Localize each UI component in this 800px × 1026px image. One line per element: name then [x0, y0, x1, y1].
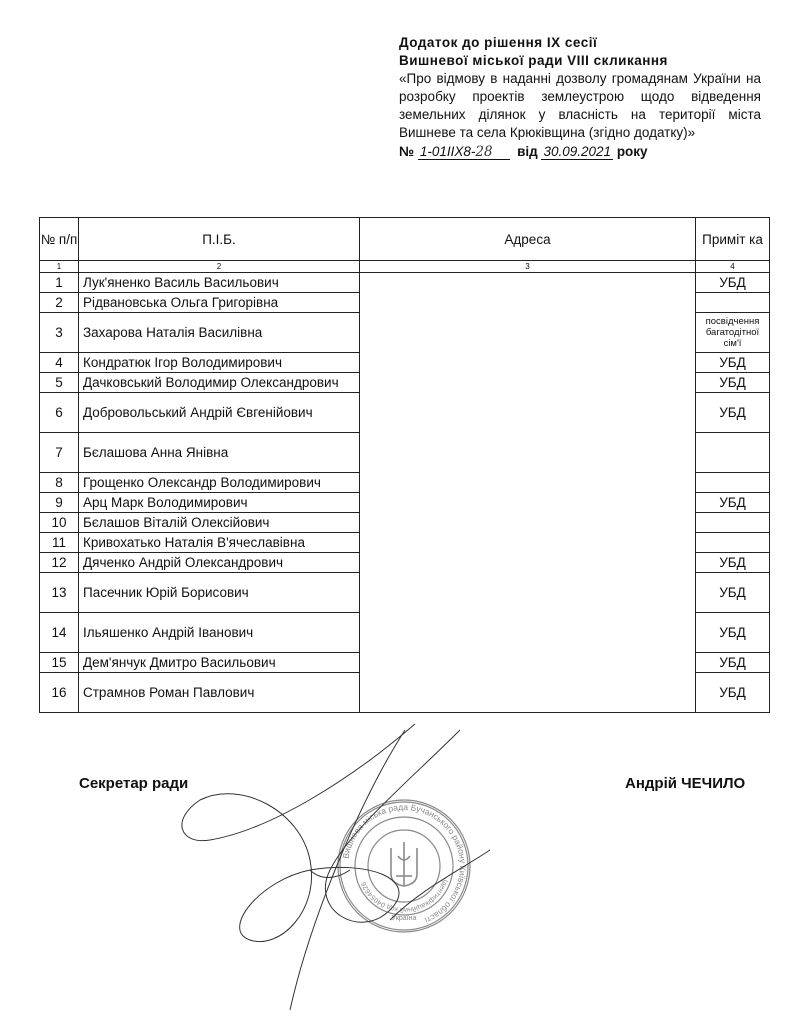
header-line-2: Вишневої міської ради VIII скликання — [399, 53, 668, 68]
row-note: УБД — [696, 373, 770, 393]
table-row — [40, 313, 770, 353]
row-name: Дачковський Володимир Олександрович — [79, 373, 360, 393]
row-note: посвідчення багатодітної сім'ї — [696, 313, 770, 353]
decision-number-printed: 1-01IIX8- — [419, 144, 476, 159]
secretary-role: Секретар ради — [79, 775, 189, 792]
row-note — [696, 513, 770, 533]
row-note: УБД — [696, 353, 770, 373]
row-address — [360, 273, 696, 293]
col-number-2: 2 — [79, 261, 360, 273]
table-row — [40, 613, 770, 653]
table-row — [40, 293, 770, 313]
citizens-table — [39, 217, 770, 713]
row-number: 11 — [40, 533, 79, 553]
row-note: УБД — [696, 553, 770, 573]
table-header-row — [40, 218, 770, 261]
row-number: 5 — [40, 373, 79, 393]
row-name: Грощенко Олександр Володимирович — [79, 473, 360, 493]
row-name: Рідвановська Ольга Григорівна — [79, 293, 360, 313]
date-suffix: року — [616, 144, 648, 159]
row-note — [696, 533, 770, 553]
col-number-4: 4 — [696, 261, 770, 273]
number-prefix: № — [399, 144, 415, 159]
row-number: 4 — [40, 353, 79, 373]
row-number: 6 — [40, 393, 79, 433]
row-note: УБД — [696, 573, 770, 613]
row-number: 8 — [40, 473, 79, 493]
row-address — [360, 613, 696, 653]
column-numbers-row — [40, 261, 770, 273]
row-address — [360, 433, 696, 473]
handwritten-signature — [160, 720, 520, 1020]
row-note: УБД — [696, 273, 770, 293]
row-number: 9 — [40, 493, 79, 513]
header-note: Приміт ка — [696, 218, 770, 261]
row-name: Пасечник Юрій Борисович — [79, 573, 360, 613]
row-note — [696, 293, 770, 313]
row-name: Добровольський Андрій Євгенійович — [79, 393, 360, 433]
row-number: 15 — [40, 653, 79, 673]
row-name: Дем'янчук Дмитро Васильович — [79, 653, 360, 673]
row-number: 1 — [40, 273, 79, 293]
row-name: Дяченко Андрій Олександрович — [79, 553, 360, 573]
row-name: Бєлашова Анна Янівна — [79, 433, 360, 473]
row-name: Страмнов Роман Павлович — [79, 673, 360, 713]
row-address — [360, 373, 696, 393]
row-note — [696, 433, 770, 473]
decision-number — [418, 144, 510, 160]
row-number: 14 — [40, 613, 79, 653]
row-name: Ільяшенко Андрій Іванович — [79, 613, 360, 653]
header-name: П.І.Б. — [79, 218, 360, 261]
row-address — [360, 573, 696, 613]
row-number: 7 — [40, 433, 79, 473]
row-note: УБД — [696, 393, 770, 433]
table-row — [40, 373, 770, 393]
date-prefix: від — [517, 144, 538, 159]
row-address — [360, 353, 696, 373]
header-address: Адреса — [360, 218, 696, 261]
row-name: Кондратюк Ігор Володимирович — [79, 353, 360, 373]
row-number: 2 — [40, 293, 79, 313]
row-name: Кривохатько Наталія В'ячеславівна — [79, 533, 360, 553]
stamp-country: Україна — [391, 915, 417, 922]
row-note: УБД — [696, 613, 770, 653]
table-row — [40, 433, 770, 473]
secretary-name: Андрій ЧЕЧИЛО — [625, 775, 746, 792]
row-address — [360, 313, 696, 353]
row-address — [360, 493, 696, 513]
row-address — [360, 533, 696, 553]
stamp-code-text-path: Ідентифікаційний код 04054626 — [360, 878, 449, 914]
row-note — [696, 473, 770, 493]
row-number: 13 — [40, 573, 79, 613]
row-address — [360, 653, 696, 673]
col-number-3: 3 — [360, 261, 696, 273]
row-address — [360, 673, 696, 713]
table-row — [40, 653, 770, 673]
table-row — [40, 353, 770, 373]
table-row — [40, 573, 770, 613]
table-row — [40, 273, 770, 293]
row-number: 10 — [40, 513, 79, 533]
row-address — [360, 513, 696, 533]
row-name: Бєлашов Віталій Олексійович — [79, 513, 360, 533]
row-note: УБД — [696, 673, 770, 713]
col-number-1: 1 — [40, 261, 79, 273]
table-row — [40, 673, 770, 713]
decision-number-handwritten: 28 — [475, 144, 493, 160]
row-address — [360, 293, 696, 313]
row-number: 16 — [40, 673, 79, 713]
table-row — [40, 473, 770, 493]
row-name: Лук'яненко Василь Васильович — [79, 273, 360, 293]
table-row — [40, 513, 770, 533]
row-note: УБД — [696, 493, 770, 513]
table-row — [40, 393, 770, 433]
header-number: № п/п — [40, 218, 79, 261]
header-line-1: Додаток до рішення IX сесії — [399, 35, 598, 50]
row-address — [360, 473, 696, 493]
row-name: Арц Марк Володимирович — [79, 493, 360, 513]
table-row — [40, 553, 770, 573]
decision-number-line — [399, 143, 761, 161]
row-address — [360, 393, 696, 433]
row-address — [360, 553, 696, 573]
header-decision-title: «Про відмову в наданні дозволу громадянам України на розробку проектів землеустрою щодо відведення земельних ділянок у власність на території міста Вишневе та села Крюківщина (згідно додатку)» — [399, 71, 761, 140]
table-row — [40, 493, 770, 513]
document-header — [399, 34, 761, 161]
row-number: 3 — [40, 313, 79, 353]
table-row — [40, 533, 770, 553]
row-number: 12 — [40, 553, 79, 573]
stamp-ring-text-path: Вишнева міська рада Бучанського району Київської області — [340, 801, 469, 926]
row-note: УБД — [696, 653, 770, 673]
row-name: Захарова Наталія Василівна — [79, 313, 360, 353]
decision-date: 30.09.2021 — [543, 144, 612, 159]
